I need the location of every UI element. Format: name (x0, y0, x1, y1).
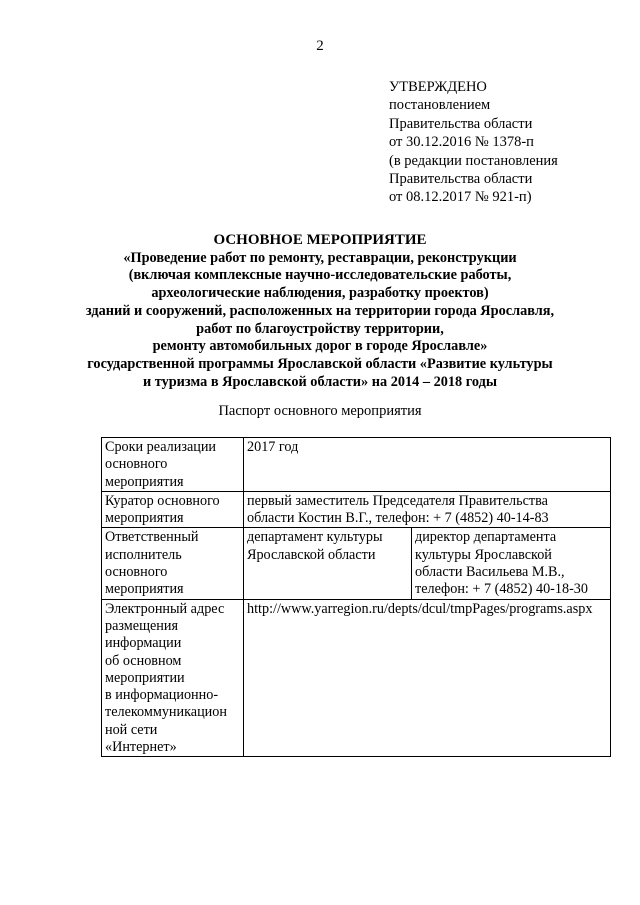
heading-line: (включая комплексные научно-исследовательские работы, (128, 267, 512, 284)
approval-line: от 08.12.2017 № 921-п) (389, 189, 532, 206)
website-link[interactable]: http://www.yarregion.ru/depts/dcul/tmpPages/programs.aspx (247, 600, 593, 617)
cell-line: мероприятии (105, 669, 185, 686)
cell-line: области Костин В.Г., телефон: + 7 (4852) 40-14-83 (247, 510, 549, 527)
table-row (102, 599, 611, 757)
cell-line: первый заместитель Председателя Правительства (247, 492, 548, 509)
cell-line: департамент культуры (247, 529, 383, 546)
document-title: ОСНОВНОЕ МЕРОПРИЯТИЕ (213, 232, 427, 248)
cell-line: основного (105, 564, 168, 581)
table-row (102, 528, 611, 599)
cell-line: Сроки реализации (105, 439, 217, 455)
table-row (102, 438, 611, 492)
cell-line: исполнитель (105, 546, 182, 563)
cell-line: размещения (105, 617, 179, 634)
row-value-cell (244, 599, 611, 757)
responsible-org-cell (244, 528, 412, 599)
approval-line: УТВЕРЖДЕНО (389, 79, 487, 95)
cell-line: Куратор основного (105, 492, 220, 509)
cell-line: мероприятия (105, 510, 184, 527)
heading-line: «Проведение работ по ремонту, реставрации, реконструкции (123, 249, 517, 266)
approval-line: постановлением (389, 97, 491, 114)
cell-line: директор департамента (415, 529, 557, 546)
cell-line: информации (105, 635, 182, 652)
cell-line: об основном (105, 652, 182, 669)
approval-line: от 30.12.2016 № 1378-п (389, 134, 534, 151)
row-label-cell (102, 599, 244, 757)
approval-line: Правительства области (389, 171, 533, 188)
heading-line: ремонту автомобильных дорог в городе Ярославле» (152, 338, 488, 355)
heading-line: государственной программы Ярославской области «Развитие культуры (87, 355, 553, 372)
document-heading (0, 232, 640, 391)
approval-line: (в редакции постановления (389, 152, 558, 169)
cell-line: мероприятия (105, 473, 184, 490)
row-label-cell (102, 491, 244, 528)
passport-caption: Паспорт основного мероприятия (218, 403, 422, 419)
approval-line: Правительства области (389, 115, 533, 132)
cell-line: основного (105, 456, 168, 473)
cell-line: области Васильева М.В., (415, 564, 565, 581)
cell-line: «Интернет» (105, 739, 177, 756)
row-value-cell (244, 438, 611, 492)
heading-line: зданий и сооружений, расположенных на территории города Ярославля, (85, 302, 555, 319)
cell-line: в информационно- (105, 687, 219, 704)
cell-line: Ответственный (105, 529, 199, 546)
responsible-person-cell (412, 528, 611, 599)
cell-line: телефон: + 7 (4852) 40-18-30 (415, 581, 588, 598)
approval-stamp (389, 78, 558, 207)
passport-table (101, 437, 611, 757)
cell-line: мероприятия (105, 581, 184, 598)
cell-line: Ярославской области (247, 546, 376, 563)
heading-line: и туризма в Ярославской области» на 2014 – 2018 годы (142, 373, 498, 390)
cell-line: ной сети (105, 721, 158, 738)
page-number: 2 (316, 38, 324, 54)
table-row (102, 491, 611, 528)
heading-line: работ по благоустройству территории, (196, 320, 444, 337)
row-value-cell (244, 491, 611, 528)
row-label-cell (102, 528, 244, 599)
row-label-cell (102, 438, 244, 492)
cell-line: Электронный адрес (105, 600, 225, 617)
cell-line: телекоммуникацион (105, 704, 227, 721)
heading-line: археологические наблюдения, разработку проектов) (151, 285, 489, 302)
cell-line: 2017 год (247, 439, 299, 455)
cell-line: культуры Ярославской (415, 546, 552, 563)
